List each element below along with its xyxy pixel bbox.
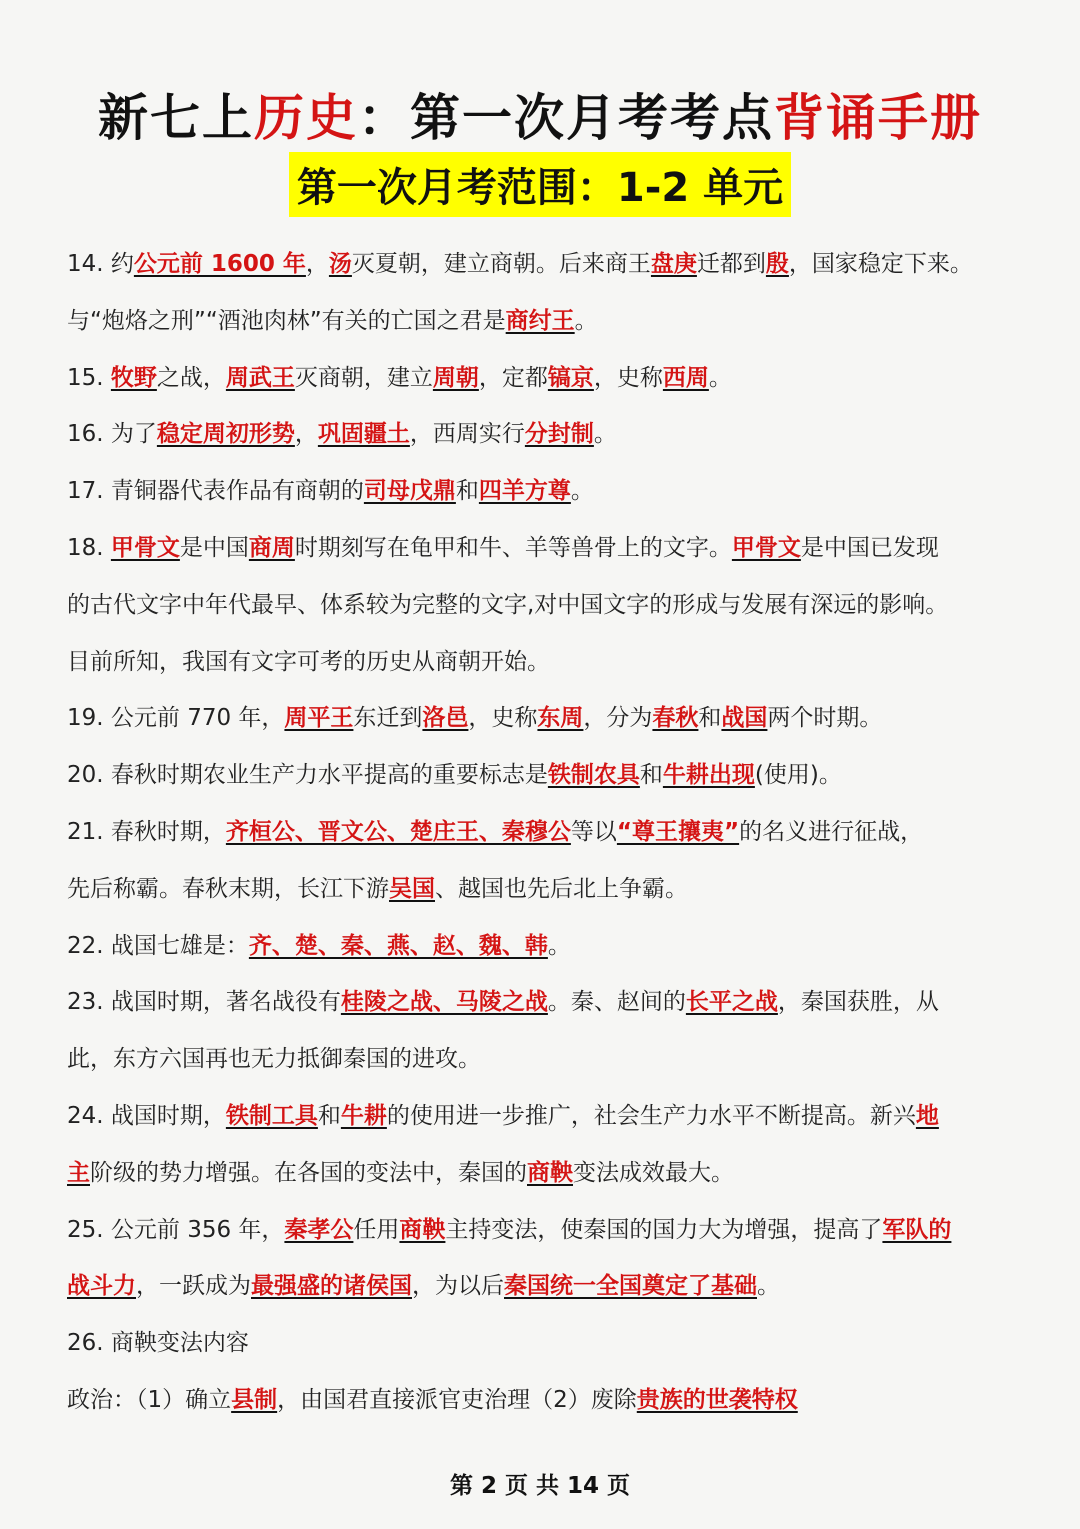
- text-line: [67, 1319, 1027, 1376]
- key-term: 县制: [231, 1386, 278, 1413]
- key-term: 汤: [328, 251, 352, 277]
- key-term: 稳定周初形势: [156, 421, 295, 448]
- key-term: 牛耕: [340, 1102, 387, 1129]
- line-text: 等以: [570, 818, 617, 845]
- line-text: 20. 春秋时期农业生产力水平提高的重要标志是: [67, 762, 548, 789]
- line-text: 和: [455, 478, 479, 505]
- text-line: [67, 297, 1027, 354]
- key-term: 镐京: [547, 364, 594, 391]
- key-term: 东周: [537, 705, 584, 732]
- page-title: [0, 78, 1080, 150]
- line-text: 的古代文字中年代最早、体系较为完整的文字,对中国文字的形成与发展有深远的影响。: [67, 591, 949, 618]
- key-term: 铁制农具: [547, 762, 640, 789]
- key-term: 西周: [662, 364, 709, 391]
- title-part-2: 历史: [254, 89, 358, 147]
- line-text: 。: [708, 364, 732, 391]
- key-term: 军队的: [882, 1216, 952, 1243]
- text-line: [67, 410, 1027, 467]
- line-text: 两个时期。: [767, 705, 883, 732]
- line-text: 22. 战国七雄是：: [67, 932, 249, 959]
- line-text: ，史称: [593, 364, 663, 391]
- line-text: 时期刻写在龟甲和牛、羊等兽骨上的文字。: [294, 534, 732, 561]
- key-term: 桂陵之战、马陵之战: [340, 989, 548, 1016]
- text-line: [67, 354, 1027, 411]
- key-term: 牧野: [110, 364, 157, 391]
- key-term: 公元前 1600 年: [133, 251, 306, 277]
- text-line: [67, 978, 1027, 1035]
- text-line: [67, 240, 1027, 297]
- key-term: 主: [67, 1159, 90, 1186]
- line-text: 16. 为了: [67, 421, 157, 448]
- text-line: [67, 581, 1027, 638]
- line-text: 和: [317, 1102, 341, 1129]
- line-text: 东迁到: [353, 705, 423, 732]
- notes-body: [67, 240, 1027, 1433]
- line-text: 。: [547, 932, 571, 959]
- line-text: 15.: [67, 364, 111, 391]
- key-term: 周平王: [284, 705, 354, 732]
- line-text: 。: [570, 478, 594, 505]
- line-text: 目前所知，我国有文字可考的历史从商朝开始。: [67, 648, 550, 675]
- line-text: 25. 公元前 356 年，: [67, 1216, 285, 1243]
- key-term: 铁制工具: [225, 1102, 318, 1129]
- line-text: 。: [574, 307, 598, 334]
- line-text: (使用)。: [754, 762, 842, 789]
- key-term: 周朝: [432, 364, 479, 391]
- line-text: 。: [757, 1273, 780, 1300]
- line-text: 变法成效最大。: [573, 1159, 734, 1186]
- key-term: 巩固疆土: [317, 421, 410, 448]
- line-text: 主持变法，使秦国的国力大为增强，提高了: [445, 1216, 883, 1243]
- key-term: “尊王攘夷”: [616, 818, 740, 845]
- line-text: ，国家稳定下来。: [788, 251, 973, 277]
- line-text: 17. 青铜器代表作品有商朝的: [67, 478, 364, 505]
- line-text: 26. 商鞅变法内容: [67, 1330, 249, 1357]
- key-term: 地: [915, 1102, 939, 1129]
- line-text: 14. 约: [67, 251, 134, 277]
- line-text: 灭夏朝，建立商朝。后来商王: [351, 251, 651, 277]
- text-line: [67, 467, 1027, 524]
- title-part-1: 新七上: [98, 89, 254, 147]
- line-text: 。秦、赵间的: [547, 989, 686, 1016]
- line-text: 是中国: [179, 534, 249, 561]
- line-text: 迁都到: [696, 251, 766, 277]
- line-text: 与“炮烙之刑”“酒池肉林”有关的亡国之君是: [67, 307, 506, 334]
- line-text: ，一跃成为: [136, 1273, 251, 1300]
- line-text: 灭商朝，建立: [294, 364, 433, 391]
- key-term: 司母戊鼎: [363, 478, 456, 505]
- key-term: 商周: [248, 534, 295, 561]
- key-term: 商纣王: [505, 307, 575, 334]
- line-text: ，为以后: [412, 1273, 504, 1300]
- line-text: ，定都: [478, 364, 548, 391]
- key-term: 贵族的世袭特权: [636, 1386, 798, 1413]
- page-number-footer: 第 2 页 共 14 页: [449, 1473, 631, 1499]
- key-term: 洛邑: [422, 705, 469, 732]
- line-text: 21. 春秋时期，: [67, 818, 226, 845]
- key-term: 分封制: [524, 421, 594, 448]
- line-text: 任用: [353, 1216, 400, 1243]
- line-text: 、越国也先后北上争霸。: [435, 875, 688, 902]
- key-term: 战国: [721, 705, 768, 732]
- line-text: 18.: [67, 534, 111, 561]
- key-term: 甲骨文: [110, 534, 180, 561]
- line-text: 24. 战国时期，: [67, 1102, 226, 1129]
- line-text: 此，东方六国再也无力抵御秦国的进攻。: [67, 1046, 481, 1073]
- text-line: [67, 524, 1027, 581]
- line-text: 和: [698, 705, 722, 732]
- text-line: [67, 1149, 1027, 1206]
- key-term: 商鞅: [399, 1216, 446, 1243]
- text-line: [67, 1206, 1027, 1263]
- line-text: 先后称霸。春秋末期，长江下游: [67, 875, 389, 902]
- key-term: 秦孝公: [284, 1216, 354, 1243]
- line-text: ，西周实行: [409, 421, 525, 448]
- text-line: [67, 1092, 1027, 1149]
- key-term: 周武王: [225, 364, 295, 391]
- key-term: 四羊方尊: [478, 478, 571, 505]
- line-text: ，由国君直接派官吏治理（2）废除: [277, 1386, 637, 1413]
- exam-scope-subtitle: 第一次月考范围：1-2 单元: [289, 152, 791, 217]
- title-part-3: ：第一次月考考点: [358, 89, 774, 147]
- line-text: 23. 战国时期，著名战役有: [67, 989, 341, 1016]
- text-line: [67, 1262, 1027, 1319]
- key-term: 最强盛的诸侯国: [251, 1273, 412, 1300]
- line-text: ，史称: [468, 705, 538, 732]
- text-line: [67, 1035, 1027, 1092]
- key-term: 商鞅: [527, 1159, 573, 1186]
- text-line: [67, 865, 1027, 922]
- key-term: 齐桓公、晋文公、楚庄王、秦穆公: [225, 818, 571, 845]
- line-text: 的使用进一步推广，社会生产力水平不断提高。新兴: [386, 1102, 916, 1129]
- text-line: [67, 751, 1027, 808]
- key-term: 齐、楚、秦、燕、赵、魏、韩: [248, 932, 548, 959]
- line-text: 。: [593, 421, 617, 448]
- key-term: 秦国统一全国奠定了基础: [504, 1273, 757, 1300]
- line-text: ，: [294, 421, 318, 448]
- line-text: ，秦国获胜，从: [777, 989, 939, 1016]
- line-text: 之战，: [156, 364, 226, 391]
- line-text: 政治：（1）确立: [67, 1386, 232, 1413]
- line-text: 的名义进行征战，: [739, 818, 924, 845]
- key-term: 战斗力: [67, 1273, 136, 1300]
- key-term: 长平之战: [685, 989, 778, 1016]
- key-term: 牛耕出现: [662, 762, 755, 789]
- line-text: ，分为: [583, 705, 653, 732]
- line-text: 是中国已发现: [800, 534, 939, 561]
- key-term: 吴国: [389, 875, 435, 902]
- text-line: [67, 922, 1027, 979]
- key-term: 甲骨文: [731, 534, 801, 561]
- key-term: 盘庚: [650, 251, 697, 277]
- text-line: [67, 808, 1027, 865]
- key-term: 春秋: [652, 705, 699, 732]
- text-line: [67, 1376, 1027, 1433]
- text-line: [67, 638, 1027, 695]
- title-part-4: 背诵手册: [774, 89, 982, 147]
- line-text: 和: [639, 762, 663, 789]
- line-text: 19. 公元前 770 年，: [67, 705, 285, 732]
- line-text: 阶级的势力增强。在各国的变法中，秦国的: [90, 1159, 527, 1186]
- line-text: ，: [305, 251, 329, 277]
- text-line: [67, 694, 1027, 751]
- key-term: 殷: [765, 251, 789, 277]
